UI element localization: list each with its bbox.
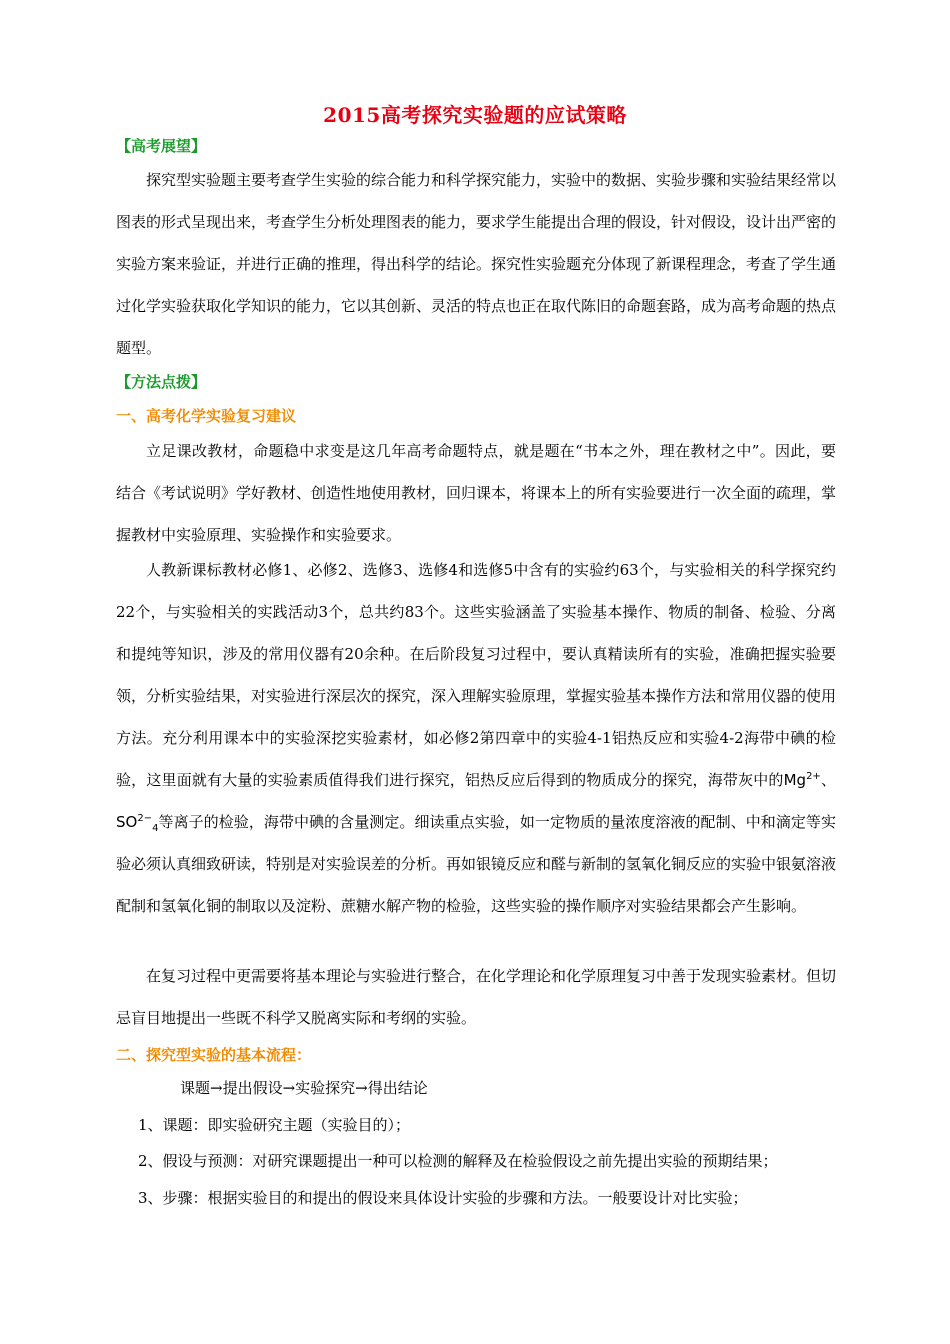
section-heading-outlook: 【高考展望】	[116, 137, 207, 155]
subsection-heading-review: 一、高考化学实验复习建议	[116, 407, 297, 425]
subsection-heading-flow: 二、探究型实验的基本流程：	[116, 1046, 312, 1064]
paragraph-review-2: 人教新课标教材必修1、必修2、选修3、选修4和选修5中含有的实验约63个，与实验相关的科学探究约22个，与实验相关的实践活动3个，总共约83个。这些实验涵盖了实验基本操作、物质的制备、检验、分离和提纯等知识，涉及的常用仪器有20余种。在后阶段复习过程中，要认真精读所有的实验，准确把握实验要领，分析实验结果，对实验进行深层次的探究，深入理解实验原理，掌握实验基本操作方法和常用仪器的使用方法。充分利用课本中的实验深挖实验素材，如必修2第四章中的实验4-1铝热反应和实验4-2海带中碘的检验，这里面就有大量的实验素质值得我们进行探究，铝热反应后得到的物质成分的探究，海带灰中的$Mg^{2+}$、$SO^{2-}_4$等离子的检验，海带中碘的含量测定。细读重点实验，如一定物质的量浓度溶液的配制、中和滴定等实验必须认真细致研读，特别是对实验误差的分析。再如银镜反应和醛与新制的氢氧化铜反应的实验中银氨溶液配制和氢氧化铜的制取以及淀粉、蔗糖水解产物的检验，这些实验的操作顺序对实验结果都会产生影响。	[116, 561, 837, 915]
flow-sequence: 课题→提出假设→实验探究→得出结论	[180, 1079, 428, 1097]
paragraph-review-3: 在复习过程中更需要将基本理论与实验进行整合，在化学理论和化学原理复习中善于发现实验素材。但切忌盲目地提出一些既不科学又脱离实际和考纲的实验。	[116, 967, 837, 1027]
document-title: 2015高考探究实验题的应试策略	[323, 103, 627, 127]
list-item: 1、课题：即实验研究主题（实验目的）；	[138, 1116, 411, 1134]
paragraph-outlook: 探究型实验题主要考查学生实验的综合能力和科学探究能力，实验中的数据、实验步骤和实验结果经常以图表的形式呈现出来，考查学生分析处理图表的能力，要求学生能提出合理的假设，针对假设，设计出严密的实验方案来验证，并进行正确的推理，得出科学的结论。探究性实验题充分体现了新课程理念，考查了学生通过化学实验获取化学知识的能力，它以其创新、灵活的特点也正在取代陈旧的命题套路，成为高考命题的热点题型。	[116, 171, 837, 357]
list-item: 2、假设与预测：对研究课题提出一种可以检测的解释及在检验假设之前先提出实验的预期结果；	[138, 1152, 778, 1170]
paragraph-review-2-text-b: 等离子的检验，海带中碘的含量测定。细读重点实验，如一定物质的量浓度溶液的配制、中和滴定等实验必须认真细致研读，特别是对实验误差的分析。再如银镜反应和醛与新制的氢氧化铜反应的实验中银氨溶液配制和氢氧化铜的制取以及淀粉、蔗糖水解产物的检验，这些实验的操作顺序对实验结果都会产生影响。	[116, 813, 837, 915]
list-item: 3、步骤：根据实验目的和提出的假设来具体设计实验的步骤和方法。一般要设计对比实验；	[138, 1189, 748, 1207]
paragraph-review-1: 立足课改教材，命题稳中求变是这几年高考命题特点，就是题在“书本之外，理在教材之中”。因此，要结合《考试说明》学好教材、创造性地使用教材，回归课本，将课本上的所有实验要进行一次全面的疏理，掌握教材中实验原理、实验操作和实验要求。	[116, 442, 837, 544]
paragraph-review-2-text-a: 人教新课标教材必修1、必修2、选修3、选修4和选修5中含有的实验约63个，与实验相关的科学探究约22个，与实验相关的实践活动3个，总共约83个。这些实验涵盖了实验基本操作、物质的制备、检验、分离和提纯等知识，涉及的常用仪器有20余种。在后阶段复习过程中，要认真精读所有的实验，准确把握实验要领，分析实验结果，对实验进行深层次的探究，深入理解实验原理，掌握实验基本操作方法和常用仪器的使用方法。充分利用课本中的实验深挖实验素材，如必修2第四章中的实验4-1铝热反应和实验4-2海带中碘的检验，这里面就有大量的实验素质值得我们进行探究，铝热反应后得到的物质成分的探究，海带灰中的	[116, 561, 837, 789]
section-heading-methods: 【方法点拨】	[116, 373, 207, 391]
ion-magnesium: $Mg^{2+}$	[783, 771, 821, 789]
ion-sulfate: $SO^{2-}_4$	[116, 813, 159, 834]
